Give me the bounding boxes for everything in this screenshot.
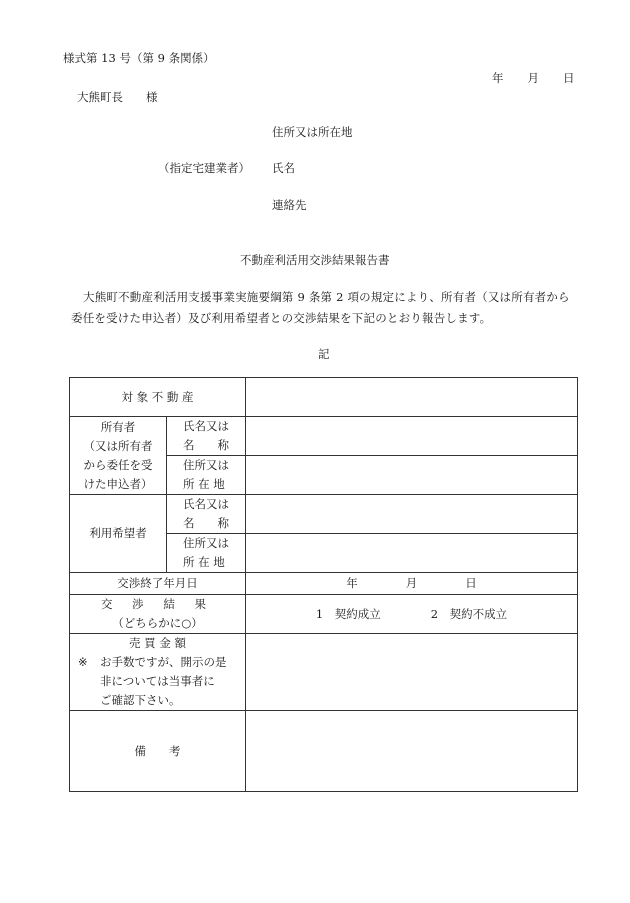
- owner-address-value[interactable]: [246, 456, 578, 495]
- applicant-name-value[interactable]: [246, 495, 578, 534]
- applicant-address-label: 住所又は 所 在 地: [167, 534, 246, 573]
- notes-label: 備 考: [70, 711, 246, 792]
- submission-date: [492, 70, 575, 86]
- price-value[interactable]: [246, 634, 578, 711]
- price-label: 売 買 金 額 ※ お手数ですが、開示の是 非については当事者に ご確認下さい。: [70, 634, 246, 711]
- report-body: 大熊町不動産利活用支援事業実施要綱第 9 条第 2 項の規定により、所有者（又は所有者から委任を受けた申込者）及び利用希望者との交渉結果を下記のとおり報告します。: [71, 290, 570, 325]
- property-value[interactable]: [246, 378, 578, 417]
- applicant-address-value[interactable]: [246, 534, 578, 573]
- end-date-value[interactable]: 年 月 日: [246, 573, 578, 595]
- sender-contact-label: 連絡先: [272, 198, 307, 212]
- sender-role: （指定宅建業者）: [158, 161, 250, 175]
- date-year: 年: [492, 71, 504, 85]
- result-label: 交 渉 結 果 （どちらかに○）: [70, 595, 246, 634]
- document-title: 不動産利活用交渉結果報告書: [240, 253, 390, 267]
- addressee: 大熊町長 様: [77, 90, 158, 104]
- property-label: 対 象 不 動 産: [70, 378, 246, 417]
- sender-address-label: 住所又は所在地: [272, 125, 353, 139]
- result-value: [246, 595, 578, 634]
- owner-name-label: 氏名又は 名 称: [167, 417, 246, 456]
- note-mark: ※: [78, 655, 88, 669]
- ki-heading: 記: [318, 347, 330, 361]
- applicant-label: 利用希望者: [70, 495, 167, 573]
- table-row: [70, 378, 578, 417]
- end-date-label: 交渉終了年月日: [70, 573, 246, 595]
- table-row: [70, 573, 578, 595]
- result-option-not-concluded[interactable]: 2 契約不成立: [430, 606, 508, 621]
- table-row: [70, 634, 578, 711]
- table-row: [70, 595, 578, 634]
- owner-address-label: 住所又は 所 在 地: [167, 456, 246, 495]
- applicant-name-label: 氏名又は 名 称: [167, 495, 246, 534]
- form-number: 様式第 13 号（第 9 条関係）: [63, 51, 215, 65]
- table-row: [70, 711, 578, 792]
- notes-value[interactable]: [246, 711, 578, 792]
- report-table: [69, 377, 578, 792]
- sender-name-label: 氏名: [272, 161, 295, 175]
- owner-label: 所有者 （又は所有者 から委任を受 けた申込者）: [70, 417, 167, 495]
- result-option-concluded[interactable]: 1 契約成立: [315, 606, 381, 621]
- table-row: [70, 495, 578, 534]
- table-row: [70, 417, 578, 456]
- date-day: 日: [563, 71, 575, 85]
- owner-name-value[interactable]: [246, 417, 578, 456]
- date-month: 月: [527, 71, 539, 85]
